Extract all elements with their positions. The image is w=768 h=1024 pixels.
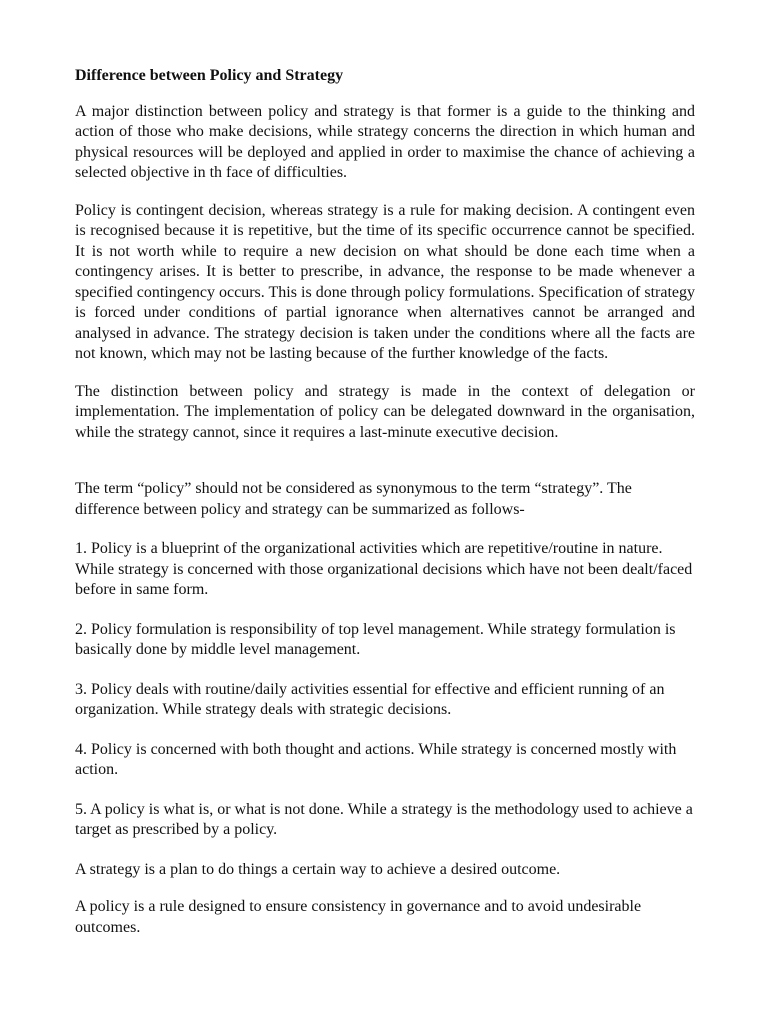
document-page [75, 66, 695, 957]
document-title: Difference between Policy and Strategy [75, 67, 344, 84]
paragraph-strategy-definition: A strategy is a plan to do things a certain way to achieve a desired outcome. [75, 860, 561, 878]
paragraph-contingent-decision: Policy is contingent decision, whereas strategy is a rule for making decision. A contingent even is recognised because it is repetitive, but the time of its specific occurrence cannot be specified. It is not worth while to require a new decision on what should be done each time when a contingency arises. It is better to prescribe, in advance, the response to be made whenever a specified contingency occurs. This is done through policy formulations. Specification of strategy is forced under conditions of partial ignorance when alternatives cannot be arranged and analysed in advance. The strategy decision is taken under the conditions where all the facts are not known, which may not be lasting because of the further knowledge of the facts. [75, 201, 695, 362]
list-item-2: 2. Policy formulation is responsibility of top level management. While strategy formulation is basically done by middle level management. [75, 620, 676, 658]
list-item-1: 1. Policy is a blueprint of the organizational activities which are repetitive/routine in nature. While strategy is concerned with those organizational decisions which have not been dealt/faced before in same form. [75, 540, 693, 598]
list-item-5: 5. A policy is what is, or what is not done. While a strategy is the methodology used to achieve a target as prescribed by a policy. [75, 800, 693, 838]
paragraph-policy-definition: A policy is a rule designed to ensure consistency in governance and to avoid undesirable outcomes. [75, 898, 642, 936]
paragraph-distinction-guide: A major distinction between policy and strategy is that former is a guide to the thinking and action of those who make decisions, while strategy concerns the direction in which human and physical resources will be deployed and applied in order to maximise the chance of achieving a selected objective in th face of difficulties. [75, 102, 695, 181]
paragraph-term-policy: The term “policy” should not be considered as synonymous to the term “strategy”. The difference between policy and strategy can be summarized as follows- [75, 480, 632, 518]
list-item-3: 3. Policy deals with routine/daily activities essential for effective and efficient running of an organization. While strategy deals with strategic decisions. [75, 680, 665, 718]
paragraph-delegation: The distinction between policy and strategy is made in the context of delegation or implementation. The implementation of policy can be delegated downward in the organisation, while the strategy cannot, since it requires a last-minute executive decision. [75, 382, 695, 441]
list-item-4: 4. Policy is concerned with both thought and actions. While strategy is concerned mostly with action. [75, 740, 677, 778]
